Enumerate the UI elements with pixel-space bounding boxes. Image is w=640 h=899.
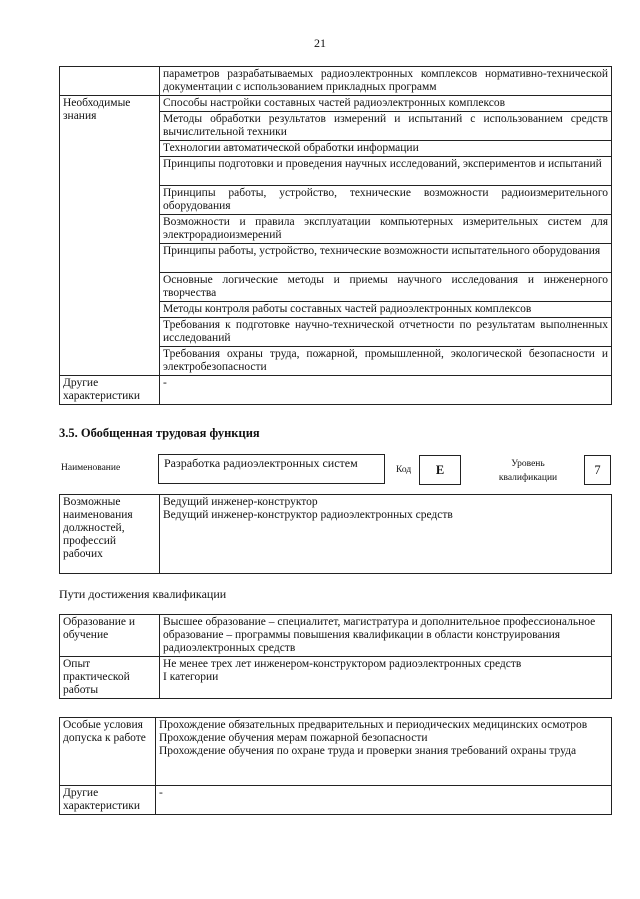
level-label-line2: квалификации xyxy=(498,473,558,483)
table-row xyxy=(60,67,612,96)
table-cell: Основные логические методы и приемы научного исследования и инженерного творчества xyxy=(160,273,612,302)
list-item: Прохождение обучения мерам пожарной безопасности xyxy=(159,732,428,744)
conditions-table xyxy=(59,717,612,815)
other-characteristics-value: - xyxy=(156,786,612,815)
table-row xyxy=(60,615,612,657)
education-value: Высшее образование – специалитет, магистратура и дополнительное профессиональное образование – программы повышения квалификации в области конструирования радиоэлектронных средств xyxy=(160,615,612,657)
paths-table xyxy=(59,614,612,699)
experience-label: Опыт практической работы xyxy=(60,657,160,699)
table-row xyxy=(60,718,612,786)
experience-value: Не менее трех лет инженером-конструктором радиоэлектронных средств xyxy=(163,658,522,670)
experience-cell xyxy=(160,657,612,699)
function-name-box: Разработка радиоэлектронных систем xyxy=(158,454,385,484)
page-number: 21 xyxy=(314,36,326,50)
table-cell: Принципы работы, устройство, технические возможности испытательного оборудования xyxy=(160,244,612,273)
table-cell: Методы обработки результатов измерений и испытаний с использованием средств вычислительной техники xyxy=(160,112,612,141)
row-label xyxy=(60,67,160,96)
special-conditions-label: Особые условия допуска к работе xyxy=(60,718,156,786)
experience-category: I категории xyxy=(163,671,219,683)
table-cell: Принципы работы, устройство, технические возможности радиоизмерительного оборудования xyxy=(160,186,612,215)
knowledge-table xyxy=(59,66,612,405)
list-item: Прохождение обучения по охране труда и проверки знания требований охраны труда xyxy=(159,745,577,757)
table-cell: Возможности и правила эксплуатации компьютерных измерительных систем для электрорадиоизмерений xyxy=(160,215,612,244)
table-row xyxy=(60,786,612,815)
table-row xyxy=(60,96,612,112)
table-row xyxy=(60,657,612,699)
table-cell: Способы настройки составных частей радиоэлектронных комплексов xyxy=(160,96,612,112)
level-value-box: 7 xyxy=(584,455,611,485)
row-label-knowledge: Необходимые знания xyxy=(60,96,160,376)
table-cell: Принципы подготовки и проведения научных исследований, экспериментов и испытаний xyxy=(160,157,612,186)
code-value-box: E xyxy=(419,455,461,485)
code-label: Код xyxy=(396,465,412,475)
table-cell: параметров разрабатываемых радиоэлектронных комплексов нормативно-технической документации с использованием прикладных программ xyxy=(160,67,612,96)
education-label: Образование и обучение xyxy=(60,615,160,657)
level-label-line1: Уровень xyxy=(511,459,545,469)
positions-label: Возможные наименования должностей, профессий рабочих xyxy=(60,495,160,574)
special-conditions-list xyxy=(156,718,612,786)
list-item: Ведущий инженер-конструктор радиоэлектронных средств xyxy=(163,509,453,521)
table-cell: Технологии автоматической обработки информации xyxy=(160,141,612,157)
table-row xyxy=(60,376,612,405)
list-item: Прохождение обязательных предварительных и периодических медицинских осмотров xyxy=(159,719,588,731)
other-characteristics-label: Другие характеристики xyxy=(60,786,156,815)
list-item: Ведущий инженер-конструктор xyxy=(163,496,318,508)
section-title: 3.5. Обобщенная трудовая функция xyxy=(59,426,260,440)
paths-title: Пути достижения квалификации xyxy=(59,587,227,601)
positions-list xyxy=(160,495,612,574)
table-row xyxy=(60,495,612,574)
table-cell: - xyxy=(160,376,612,405)
table-cell: Требования к подготовке научно-технической отчетности по результатам выполненных исследований xyxy=(160,318,612,347)
table-cell: Требования охраны труда, пожарной, промышленной, экологической безопасности и электробезопасности xyxy=(160,347,612,376)
row-label-other: Другие характеристики xyxy=(60,376,160,405)
name-label: Наименование xyxy=(61,463,121,473)
positions-table xyxy=(59,494,612,574)
table-cell: Методы контроля работы составных частей радиоэлектронных комплексов xyxy=(160,302,612,318)
